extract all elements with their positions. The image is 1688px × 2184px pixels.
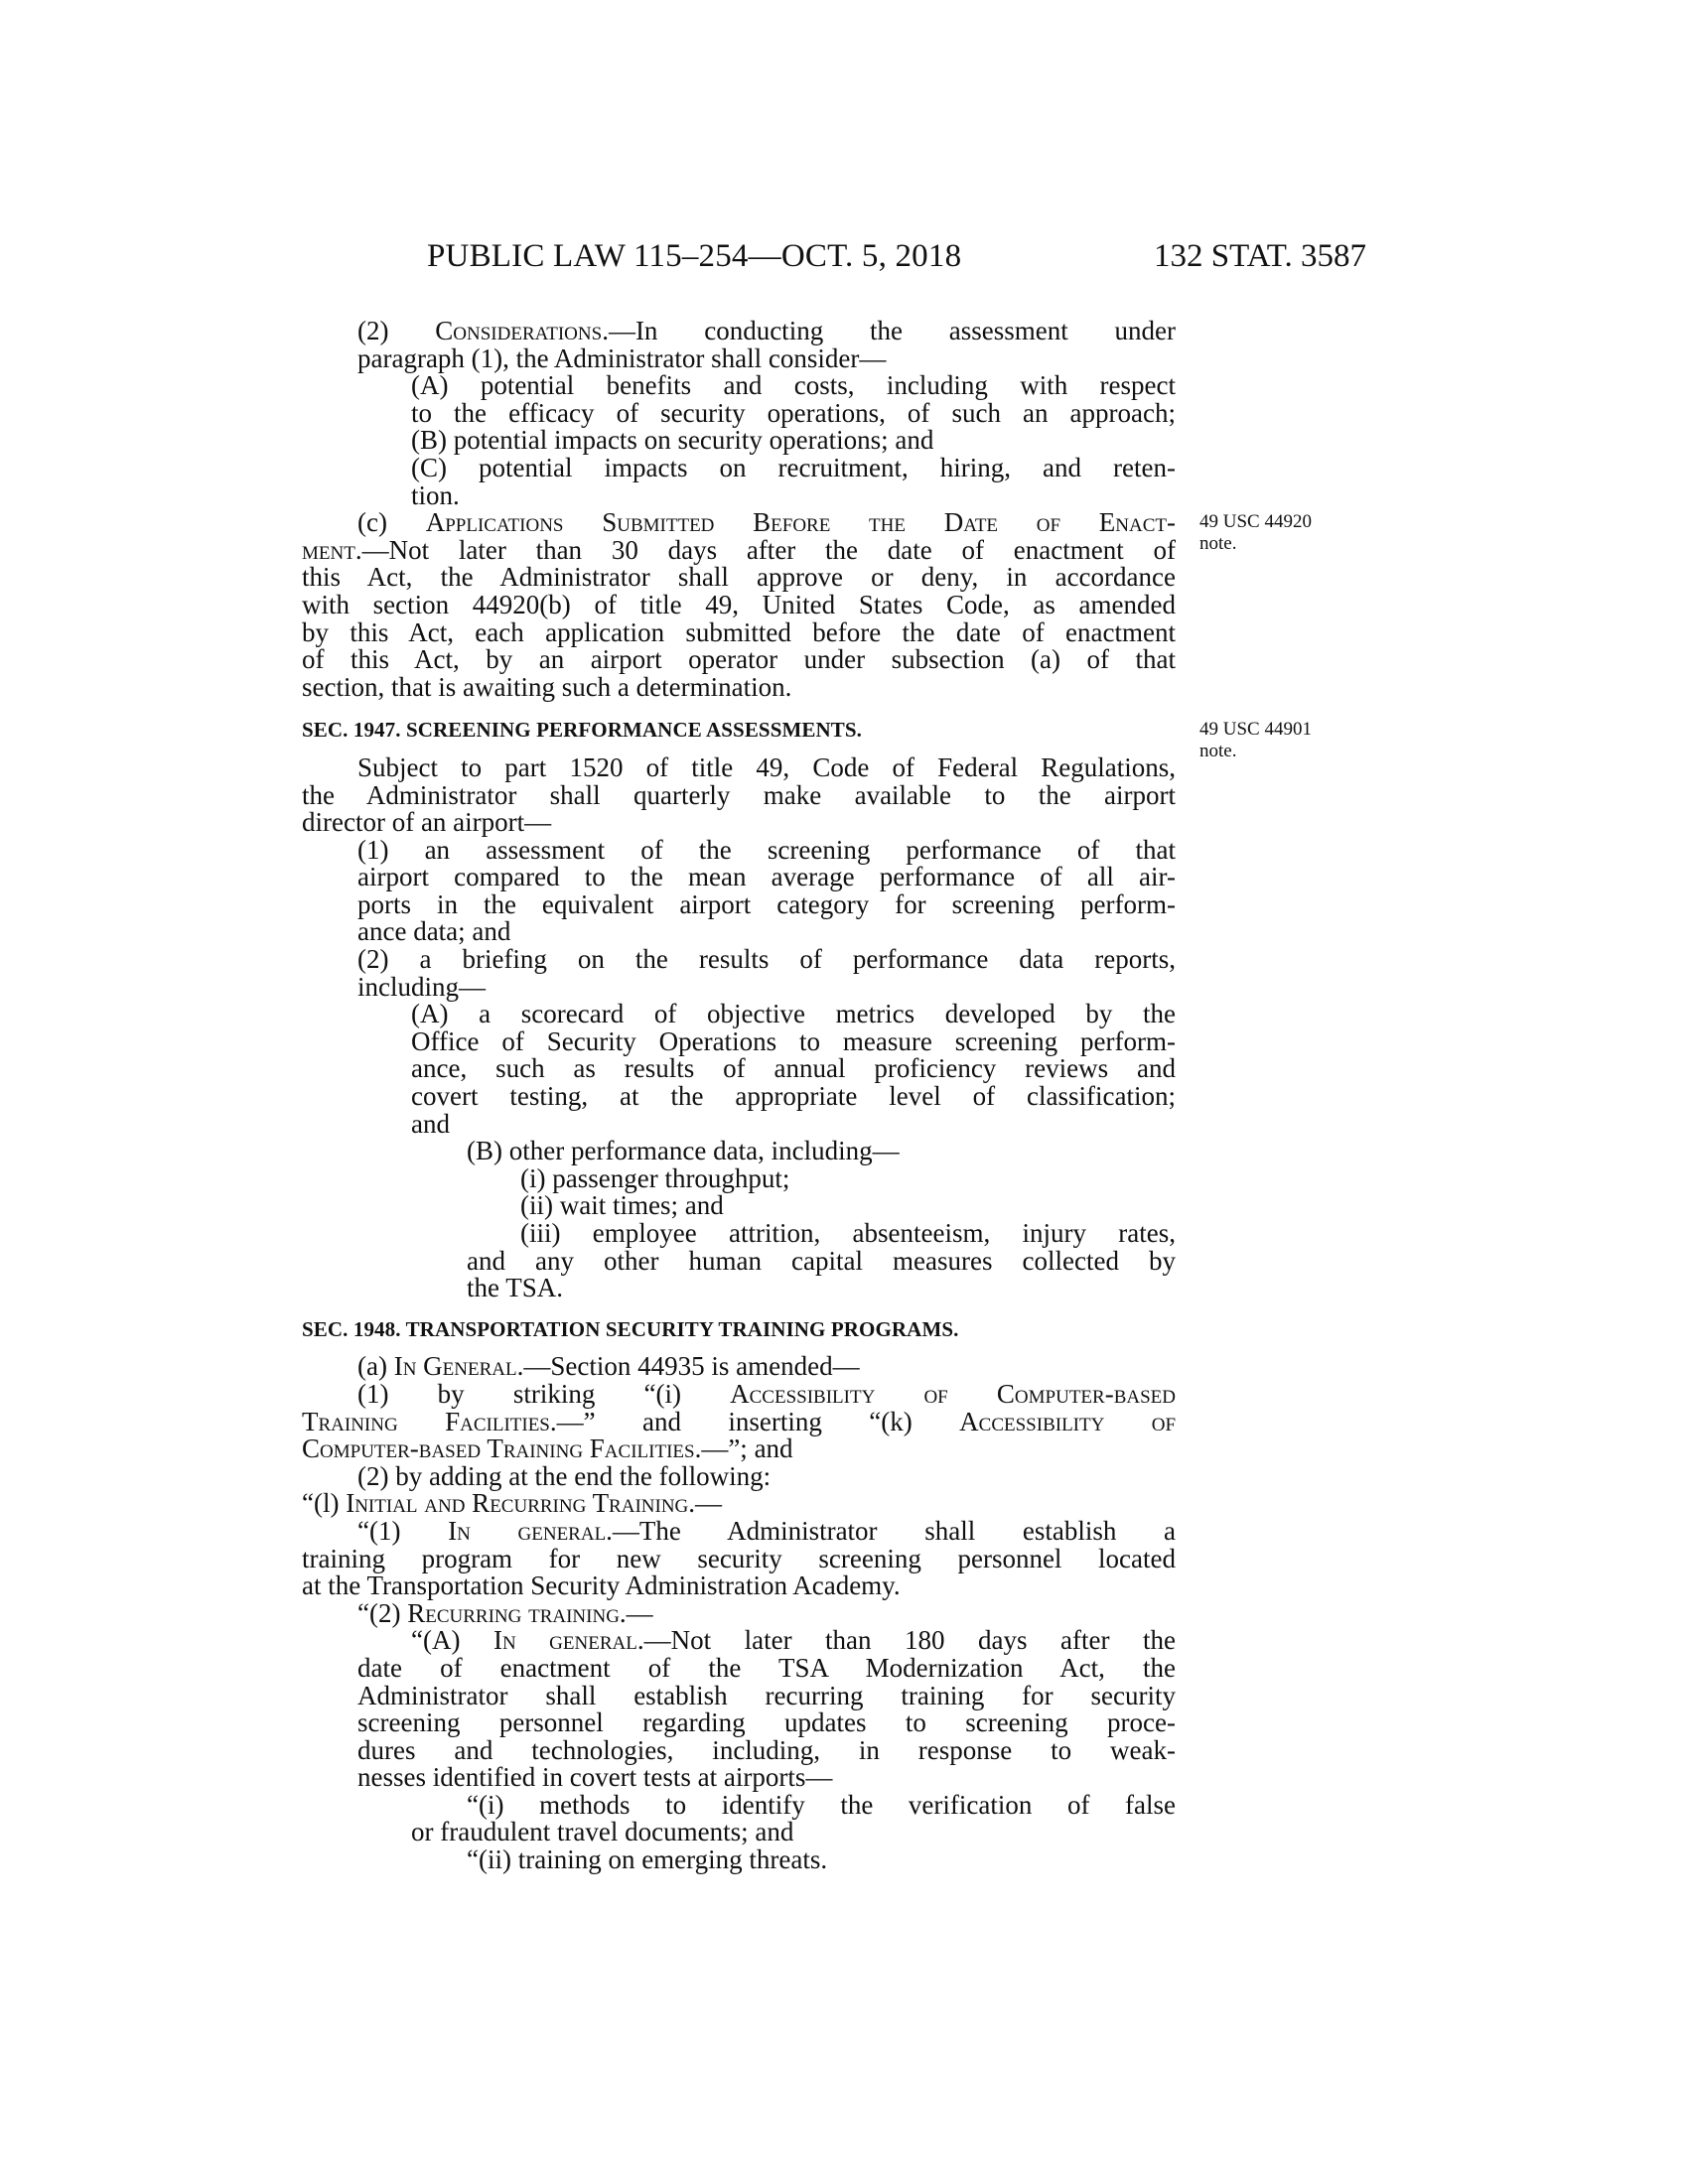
text-line: the Administrator shall quarterly make available to the airport (302, 779, 1176, 810)
text-line: (B) other performance data, including— (467, 1136, 900, 1166)
text-line: including— (357, 971, 486, 1002)
text-line: ance, such as results of annual proficiency reviews and (411, 1053, 1176, 1084)
text-line: tion. (411, 479, 460, 510)
text-line: (1) an assessment of the screening performance of that (357, 834, 1176, 865)
text-line: with section 44920(b) of title 49, United States Code, as amended (302, 589, 1176, 619)
text-line: covert testing, at the appropriate level of classification; (411, 1081, 1176, 1112)
page-body (302, 318, 1176, 1874)
section-heading-1947: SEC. 1947. SCREENING PERFORMANCE ASSESSMENTS. (302, 718, 863, 743)
page-number: 132 STAT. 3587 (1153, 238, 1366, 274)
text-line: “(ii) training on emerging threats. (467, 1844, 828, 1875)
text-line: “(A) In general.—Not later than 180 days after the (411, 1625, 1176, 1656)
margin-note-44901 (1199, 719, 1348, 762)
margin-note-44920 (1199, 511, 1348, 555)
text-line: of this Act, by an airport operator under subsection (a) of that (302, 644, 1176, 675)
text-line: this Act, the Administrator shall approve or deny, in accordance (302, 562, 1176, 593)
text-line: and (411, 1108, 450, 1139)
text-line: (C) potential impacts on recruitment, hiring, and reten- (411, 452, 1176, 482)
margin-note-label: note. (1199, 741, 1237, 761)
text-line: airport compared to the mean average performance of all air- (357, 862, 1176, 892)
text-line: ance data; and (357, 916, 511, 947)
text-line: nesses identified in covert tests at airports— (357, 1762, 833, 1793)
text-line: by this Act, each application submitted before the date of enactment (302, 616, 1176, 647)
text-line: (2) a briefing on the results of performance data reports, (357, 944, 1176, 975)
section-heading-1948: SEC. 1948. TRANSPORTATION SECURITY TRAINING PROGRAMS. (302, 1316, 959, 1341)
margin-note-citation: 49 USC 44920 (1199, 511, 1312, 532)
text-line: the TSA. (467, 1273, 564, 1303)
text-line: Administrator shall establish recurring training for security (357, 1680, 1176, 1710)
text-line: at the Transportation Security Administration Academy. (302, 1570, 901, 1601)
text-line: (A) potential benefits and costs, including with respect (411, 370, 1176, 401)
text-line: “(1) In general.—The Administrator shall establish a (357, 1515, 1176, 1546)
margin-note-citation: 49 USC 44901 (1199, 719, 1312, 740)
text-line: screening personnel regarding updates to screening proce- (357, 1707, 1176, 1738)
text-line: training program for new security screening personnel located (302, 1543, 1176, 1573)
text-line: (1) by striking “(i) Accessibility of Computer-based (357, 1378, 1176, 1409)
text-line: (a) In General.—Section 44935 is amended— (357, 1351, 860, 1382)
text-line: (iii) employee attrition, absenteeism, injury rates, (520, 1218, 1176, 1248)
text-line: “(l) Initial and Recurring Training.— (302, 1488, 723, 1519)
text-line: director of an airport— (302, 807, 552, 838)
text-line: (c) Applications Submitted Before the Date of Enact- (357, 507, 1176, 538)
text-line: section, that is awaiting such a determination. (302, 671, 792, 702)
text-line: dures and technologies, including, in response to weak- (357, 1734, 1176, 1765)
text-line: (A) a scorecard of objective metrics developed by the (411, 999, 1176, 1029)
text-line: “(i) methods to identify the verification of false (467, 1789, 1176, 1820)
text-line: to the efficacy of security operations, of such an approach; (411, 397, 1176, 428)
text-line: ports in the equivalent airport category for screening perform- (357, 888, 1176, 919)
text-line: Office of Security Operations to measure screening perform- (411, 1025, 1176, 1056)
margin-note-label: note. (1199, 533, 1237, 554)
text-line: and any other human capital measures collected by (467, 1245, 1176, 1276)
text-line: ment.—Not later than 30 days after the date of enactment of (302, 534, 1176, 565)
text-line: or fraudulent travel documents; and (411, 1817, 794, 1847)
text-line: (i) passenger throughput; (520, 1162, 790, 1193)
text-line: (ii) wait times; and (520, 1190, 724, 1221)
text-line: “(2) Recurring training.— (357, 1597, 653, 1628)
text-line: Training Facilities.—” and inserting “(k) Accessibility of (302, 1406, 1177, 1436)
page-header (427, 238, 1366, 278)
text-line: Computer-based Training Facilities.—”; and (302, 1433, 793, 1464)
text-line: (2) by adding at the end the following: (357, 1460, 772, 1491)
text-line: paragraph (1), the Administrator shall consider— (357, 342, 887, 373)
running-head: PUBLIC LAW 115–254—OCT. 5, 2018 (427, 238, 962, 274)
text-line: (2) Considerations.—In conducting the assessment under (357, 316, 1177, 345)
text-line: Subject to part 1520 of title 49, Code of Federal Regulations, (357, 751, 1176, 782)
text-line: date of enactment of the TSA Modernization Act, the (357, 1652, 1176, 1683)
text-line: (B) potential impacts on security operations; and (411, 425, 934, 456)
